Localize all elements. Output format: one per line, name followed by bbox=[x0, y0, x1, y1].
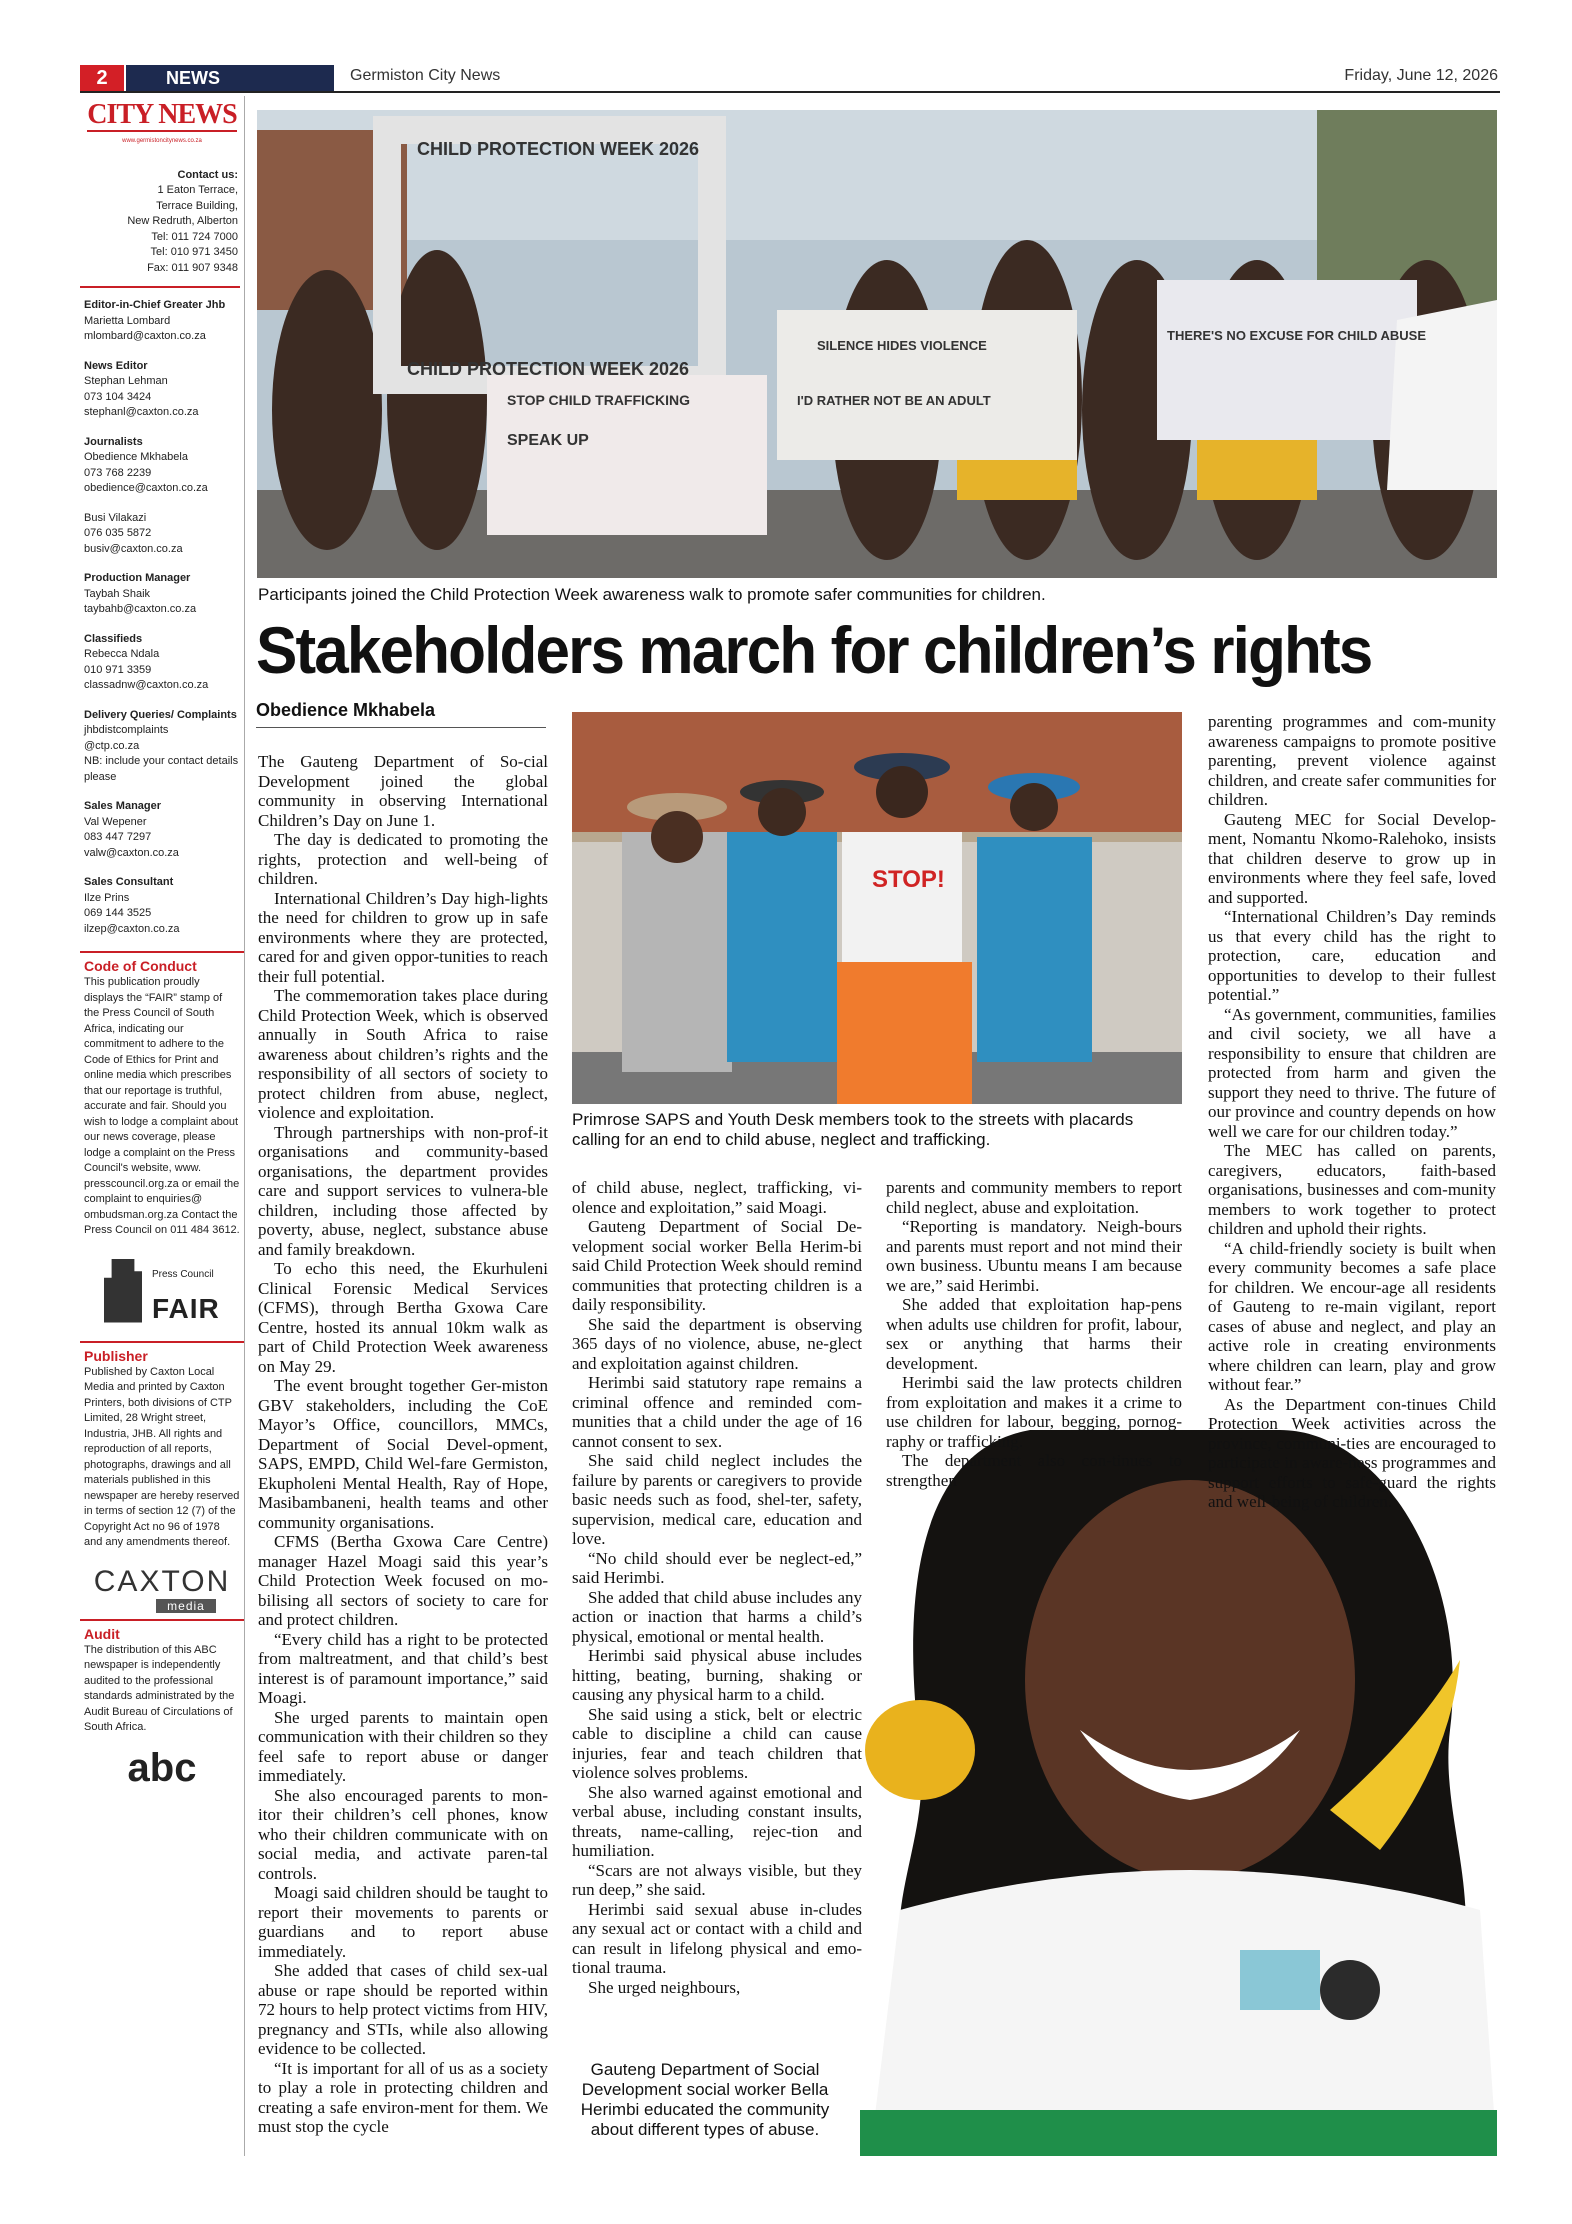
staff-line: 073 768 2239 bbox=[84, 466, 152, 479]
article-paragraph: The commemoration takes place during Child Protection Week, which is observed annually in South Africa to raise awareness about children’s rights and the responsibility of all sectors of society to protect children from abuse, neglect, violence and exploitation. bbox=[258, 986, 548, 1122]
staff-line: 010 971 3359 bbox=[84, 663, 152, 676]
article-paragraph: CFMS (Bertha Gxowa Care Centre) manager Hazel Moagi said this year’s Child Protection Week focused on mo-bilising all sectors of society to care for and protect children. bbox=[258, 1532, 548, 1629]
publisher-text: Published by Caxton Local Media and printed by Caxton Printers, both divisions of CTP Limited, 28 Wright street, Industria, JHB. All rights and reproduction of all reports, photographs, drawings and all materials published in this newspaper are hereby reserved in terms of section 12 (7) of the Copyright Act no 96 of 1978 and any amendments thereof. bbox=[84, 1365, 240, 1548]
article-paragraph: As the Department con-tinues Child Protection Week activities across the province, communi-ties are encouraged to participate in aware-ness programmes and support efforts to safe-guard the rights and well-being of children. bbox=[1208, 1394, 1496, 1511]
staff-line: taybahb@caxton.co.za bbox=[84, 603, 197, 615]
staff-line: Obedience Mkhabela bbox=[84, 451, 188, 463]
audit-block bbox=[80, 1619, 244, 1736]
contact-title: Contact us: bbox=[177, 168, 238, 181]
staff-role: Classifieds bbox=[84, 632, 143, 645]
code-of-conduct-title: Code of Conduct bbox=[84, 958, 197, 974]
sign-text: SPEAK UP bbox=[507, 432, 589, 449]
staff-entry bbox=[80, 511, 244, 558]
staff-line: Val Wepener bbox=[84, 815, 147, 828]
article-paragraph: She urged parents to maintain open communication with their children so they feel safe to report abuse or danger immediately. bbox=[258, 1707, 548, 1785]
press-council-fair-logo bbox=[80, 1253, 244, 1331]
staff-entry bbox=[80, 298, 244, 345]
article-paragraph: Through partnerships with non-prof-it organisations and community-based organisations, the department provides care and support services to vulnera-ble children, including those affected by poverty, abuse, neglect, substance abuse and family breakdown. bbox=[258, 1122, 548, 1259]
article-paragraph: She said using a stick, belt or electric cable to discipline a child can cause injuries, fear and teach children that violence solves problems. bbox=[572, 1704, 862, 1782]
bottom-photo-caption: Gauteng Department of Social Development social worker Bella Herimbi educated the community about different types of abuse. bbox=[580, 2060, 830, 2139]
staff-line: NB: include your contact details please bbox=[84, 755, 239, 783]
article-paragraph: “It is important for all of us as a society to play a role in protecting children and creating a safe environ-ment for them. We must stop the cycle bbox=[258, 2058, 548, 2136]
article-paragraph: parents and community members to report child neglect, abuse and exploitation. bbox=[886, 1178, 1182, 1217]
article-paragraph: She added that exploitation hap-pens when adults use children for profit, labour, sex or anything that harms their development. bbox=[886, 1295, 1182, 1373]
article-paragraph: Herimbi said physical abuse includes hitting, beating, burning, shaking or causing any physical harm to a child. bbox=[572, 1646, 862, 1704]
sign-text: CHILD PROTECTION WEEK 2026 bbox=[407, 359, 690, 379]
article-paragraph: Herimbi said statutory rape remains a criminal offence and reminded com-munities that a child under the age of 16 cannot consent to sex. bbox=[572, 1373, 862, 1451]
article-paragraph: International Children’s Day high-lights the need for children to grow up in safe environments where they are protected, cared for and given oppor-tunities to reach their full potential. bbox=[258, 888, 548, 986]
staff-role: News Editor bbox=[84, 359, 148, 372]
staff-line: 076 035 5872 bbox=[84, 527, 152, 539]
article-byline: Obedience Mkhabela bbox=[256, 700, 546, 728]
abc-logo: abc bbox=[127, 1745, 197, 1790]
logo-text: CITY NEWS bbox=[87, 99, 237, 130]
middle-photo-saps bbox=[572, 712, 1182, 1104]
article-paragraph: She also warned against emotional and verbal abuse, including constant insults, threats, name-calling, rejec-tion and humiliation. bbox=[572, 1782, 862, 1860]
contact-line: Tel: 010 971 3450 bbox=[150, 246, 238, 258]
fair-mark-icon bbox=[104, 1259, 142, 1323]
article-paragraph: “Every child has a right to be protected from maltreatment, and that child’s best interest is of paramount importance,” said Moagi. bbox=[258, 1629, 548, 1707]
article-paragraph: She added that child abuse includes any action or inaction that harms a child’s physical, emotional or mental health. bbox=[572, 1587, 862, 1646]
publisher-block bbox=[80, 1341, 244, 1551]
staff-role: Production Manager bbox=[84, 572, 191, 584]
code-of-conduct-text: This publication proudly displays the “FAIR” stamp of the Press Council of South Africa, indicating our commitment to adhere to the Code of Ethics for Print and online media which prescribes that our reportage is truthful, accurate and fair. Should you wish to lodge a complaint about our news coverage, please lodge a complaint on the Press Council's website, www. presscouncil.org.za or email the complaint to enquiries@ ombudsman.org.za Contact the Press Council on 011 484 3612. bbox=[84, 976, 240, 1236]
staff-line: Ilze Prins bbox=[84, 891, 130, 904]
staff-line: 083 447 7297 bbox=[84, 831, 152, 843]
contact-line: Fax: 011 907 9348 bbox=[147, 261, 238, 274]
publication-name: Germiston City News bbox=[350, 67, 501, 84]
article-column-2 bbox=[572, 1178, 862, 1997]
article-paragraph: “Scars are not always visible, but they run deep,” she said. bbox=[572, 1860, 862, 1899]
staff-line: Stephan Lehman bbox=[84, 375, 168, 387]
staff-entry bbox=[80, 708, 244, 786]
caxton-logo-main: CAXTON bbox=[93, 1564, 231, 1598]
staff-line: 069 144 3525 bbox=[84, 907, 152, 919]
article-column-3 bbox=[886, 1178, 1182, 1490]
top-photo-caption: Participants joined the Child Protection Week awareness walk to promote safer communities for children. bbox=[258, 585, 1046, 604]
staff-role: Editor-in-Chief Greater Jhb bbox=[84, 299, 226, 311]
sign-text: I'D RATHER NOT BE AN ADULT bbox=[797, 393, 991, 408]
article-headline: Stakeholders march for children’s rights bbox=[256, 613, 1372, 687]
article-column-4 bbox=[1208, 712, 1496, 1512]
article-paragraph: parenting programmes and com-munity awareness campaigns to promote positive parenting, prevent violence against children, and create safer communities for children. bbox=[1208, 712, 1496, 809]
staff-line: classadnw@caxton.co.za bbox=[84, 679, 209, 691]
staff-role: Journalists bbox=[84, 435, 143, 448]
staff-line: 073 104 3424 bbox=[84, 390, 152, 403]
staff-entry bbox=[80, 875, 244, 937]
article-paragraph: The event brought together Ger-miston GBV stakeholders, including the CoE Mayor’s Office, councillors, MMCs, Department of Social Devel-opment, SAPS, EMPD, Child Wel-fare Germiston, Ekupholeni Mental Health, Ray of Hope, Masibambaneni, health teams and other community organisations. bbox=[258, 1376, 548, 1532]
article-paragraph: The day is dedicated to promoting the rights, protection and well-being of children. bbox=[258, 830, 548, 888]
article-paragraph: She said the department is observing 365 days of no violence, abuse, ne-glect and exploitation against children. bbox=[572, 1314, 862, 1373]
fair-logo-small: Press Council bbox=[152, 1268, 214, 1280]
article-paragraph: Herimbi said sexual abuse in-cludes any sexual act or contact with a child and can result in lifelong physical and emo-tional trauma. bbox=[572, 1899, 862, 1977]
article-paragraph: Herimbi said the law protects children from exploitation and makes it a crime to use children for labour, begging, pornog-raphy or trafficking. bbox=[886, 1373, 1182, 1451]
audit-title: Audit bbox=[84, 1625, 120, 1642]
staff-entry bbox=[80, 359, 244, 421]
staff-entry bbox=[80, 571, 244, 618]
staff-line: busiv@caxton.co.za bbox=[84, 542, 183, 555]
article-paragraph: She said child neglect includes the failure by parents or caregivers to provide basic needs such as food, shel-ter, safety, supervision, medical care, education and love. bbox=[572, 1451, 862, 1548]
fair-logo-big: FAIR bbox=[152, 1292, 220, 1324]
article-column-1 bbox=[258, 752, 548, 2137]
sign-text: SILENCE HIDES VIOLENCE bbox=[817, 338, 987, 353]
staff-role: Delivery Queries/ Complaints bbox=[84, 708, 237, 721]
sign-text: CHILD PROTECTION WEEK 2026 bbox=[417, 139, 700, 159]
audit-text: The distribution of this ABC newspaper is independently audited to the professional standards administrated by the Audit Bureau of Circulations of South Africa. bbox=[84, 1643, 235, 1733]
publication-date: Friday, June 12, 2026 bbox=[1344, 67, 1498, 84]
staff-line: mlombard@caxton.co.za bbox=[84, 330, 206, 342]
publisher-title: Publisher bbox=[84, 1347, 148, 1364]
staff-role: Sales Consultant bbox=[84, 876, 174, 888]
staff-entry bbox=[80, 632, 244, 694]
staff-line: @ctp.co.za bbox=[84, 739, 140, 752]
staff-entry bbox=[80, 799, 244, 861]
logo-url: www.germistoncitynews.co.za bbox=[122, 138, 202, 144]
sign-text: THERE'S NO EXCUSE FOR CHILD ABUSE bbox=[1167, 328, 1427, 343]
article-paragraph: “Reporting is mandatory. Neigh-bours and parents must report and not mind their own business. Ubuntu means I am because we are,” said Herimbi. bbox=[886, 1217, 1182, 1295]
masthead-sidebar bbox=[80, 96, 245, 2156]
article-paragraph: “No child should ever be neglect-ed,” said Herimbi. bbox=[572, 1548, 862, 1587]
staff-line: Busi Vilakazi bbox=[84, 511, 147, 524]
article-paragraph: Gauteng MEC for Social Develop-ment, Nomantu Nkomo-Ralehoko, insists that children deserve to grow up in environments where they feel safe, loved and supported. bbox=[1208, 809, 1496, 907]
sign-text: STOP CHILD TRAFFICKING bbox=[507, 392, 691, 408]
article-paragraph: To echo this need, the Ekurhuleni Clinical Forensic Medical Services (CFMS), through Bertha Gxowa Care Centre, hosted its annual 10km walk as part of Child Protection Week awareness on May 29. bbox=[258, 1259, 548, 1376]
shirt-text: STOP! bbox=[872, 866, 945, 893]
article-paragraph: “A child-friendly society is built when every community becomes a safe place for children. We encour-age all residents of Gauteng to re-main vigilant, report cases of abuse and neglect, and play an active role in creating environments where children can learn, play and grow without fear.” bbox=[1208, 1238, 1496, 1394]
article-paragraph: The MEC has called on parents, caregivers, educators, faith-based organisations, businesses and com-munity members to work together to protect children and uphold their rights. bbox=[1208, 1141, 1496, 1238]
contact-line: Terrace Building, bbox=[156, 199, 238, 212]
code-of-conduct bbox=[80, 951, 244, 1239]
page-header bbox=[80, 65, 1500, 93]
staff-list bbox=[80, 298, 244, 937]
contact-block bbox=[80, 168, 244, 277]
article-paragraph: The department also con-tinues to strengthen bbox=[886, 1451, 1182, 1490]
staff-role: Sales Manager bbox=[84, 800, 162, 812]
contact-line: New Redruth, Alberton bbox=[127, 215, 238, 227]
staff-line: ilzep@caxton.co.za bbox=[84, 922, 180, 935]
staff-line: stephanl@caxton.co.za bbox=[84, 406, 199, 418]
section-label: NEWS bbox=[126, 65, 334, 91]
staff-entry bbox=[80, 435, 244, 497]
article-paragraph: “As government, communities, families and civil society, we all have a responsibility to ensure that children are protected from harm and given the support they need to thrive. The future of our province and country depends on how well we care for our children today.” bbox=[1208, 1004, 1496, 1141]
article-paragraph: Moagi said children should be taught to report their movements to parents or guardians and to report abuse immediately. bbox=[258, 1883, 548, 1961]
top-photo-march bbox=[257, 110, 1497, 578]
middle-photo-illustration bbox=[572, 712, 1182, 1104]
staff-line: Rebecca Ndala bbox=[84, 648, 160, 660]
middle-photo-caption: Primrose SAPS and Youth Desk members took to the streets with placards calling for an end to child abuse, neglect and trafficking. bbox=[572, 1110, 1134, 1149]
divider bbox=[80, 286, 240, 288]
top-photo-illustration bbox=[257, 110, 1497, 578]
city-news-logo bbox=[80, 100, 244, 150]
contact-line: Tel: 011 724 7000 bbox=[151, 230, 238, 243]
staff-line: valw@caxton.co.za bbox=[84, 846, 179, 859]
staff-line: obedience@caxton.co.za bbox=[84, 482, 208, 494]
bottom-photo-illustration bbox=[860, 1430, 1497, 2156]
caxton-logo bbox=[80, 1565, 244, 1613]
article-paragraph: She also encouraged parents to mon-itor their children’s cell phones, know who their children communicate with on social media, and activate paren-tal controls. bbox=[258, 1785, 548, 1883]
staff-line: Marietta Lombard bbox=[84, 314, 171, 327]
article-paragraph: of child abuse, neglect, trafficking, vi-olence and exploitation,” said Moagi. bbox=[572, 1178, 862, 1217]
article-paragraph: Gauteng Department of Social De-velopment social worker Bella Herim-bi said Child Protection Week should remind communities that protecting children is a daily responsibility. bbox=[572, 1217, 862, 1314]
bottom-photo-herimbi bbox=[860, 1430, 1497, 2156]
article-paragraph: “International Children’s Day reminds us that every child has the right to protection, care, education and opportunities to develop to their fullest potential.” bbox=[1208, 907, 1496, 1004]
staff-line: Taybah Shaik bbox=[84, 587, 151, 600]
article-paragraph: She urged neighbours, bbox=[588, 1977, 741, 1997]
article-paragraph: The Gauteng Department of So-cial Development joined the global community in observing International Children’s Day on June 1. bbox=[258, 752, 548, 830]
contact-line: 1 Eaton Terrace, bbox=[157, 184, 238, 196]
staff-line: jhbdistcomplaints bbox=[84, 724, 169, 736]
article-paragraph: She added that cases of child sex-ual abuse or rape should be reported within 72 hours to help protect victims from HIV, pregnancy and STIs, while also allowing evidence to be collected. bbox=[258, 1961, 548, 2058]
caxton-logo-sub: media bbox=[156, 1599, 216, 1613]
page-number: 2 bbox=[80, 65, 124, 91]
